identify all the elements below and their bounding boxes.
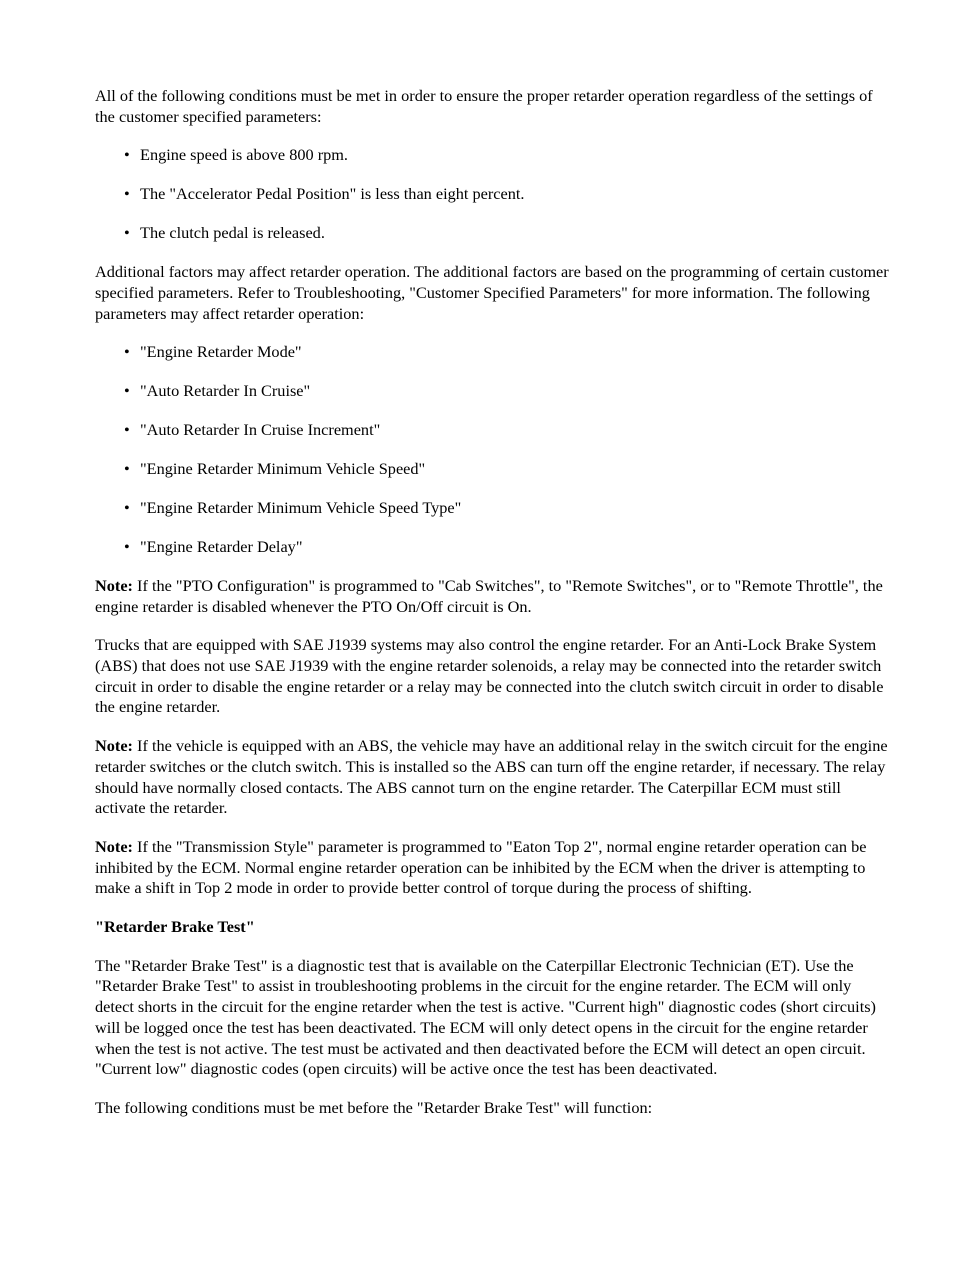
list-item-text: The "Accelerator Pedal Position" is less than eight percent. bbox=[140, 184, 525, 204]
list-item bbox=[95, 145, 889, 166]
j1939-paragraph: Trucks that are equipped with SAE J1939 systems may also control the engine retarder. For an Anti-Lock Brake System (ABS) that does not use SAE J1939 with the engine retarder solenoids, a relay may be connected into the retarder switch circuit in order to disable the engine retarder or a relay may be connected into the clutch switch circuit in order to disable the engine retarder. bbox=[95, 635, 884, 717]
bullet-icon: • bbox=[124, 420, 130, 440]
list-item-text: "Engine Retarder Mode" bbox=[140, 342, 302, 362]
note-abs-paragraph bbox=[95, 736, 889, 819]
note-label: Note: bbox=[95, 575, 133, 595]
list-item-text: "Engine Retarder Minimum Vehicle Speed Type" bbox=[140, 498, 462, 518]
list-item bbox=[95, 537, 889, 558]
bullet-icon: • bbox=[124, 342, 130, 362]
note-label: Note: bbox=[95, 736, 133, 756]
list-item bbox=[95, 184, 889, 205]
list-item-text: The clutch pedal is released. bbox=[140, 223, 325, 243]
bullet-icon: • bbox=[124, 381, 130, 401]
note-transmission-paragraph bbox=[95, 837, 889, 899]
bullet-icon: • bbox=[124, 498, 130, 518]
test-conditions-intro-paragraph: The following conditions must be met before the "Retarder Brake Test" will function: bbox=[95, 1097, 653, 1117]
parameters-list bbox=[95, 342, 889, 558]
list-item-text: "Engine Retarder Minimum Vehicle Speed" bbox=[140, 459, 426, 479]
bullet-icon: • bbox=[124, 184, 130, 204]
retarder-brake-test-heading: "Retarder Brake Test" bbox=[95, 917, 255, 937]
list-item-text: Engine speed is above 800 rpm. bbox=[140, 145, 348, 165]
operation-conditions-list bbox=[95, 145, 889, 244]
test-description-paragraph: The "Retarder Brake Test" is a diagnostic test that is available on the Caterpillar Electronic Technician (ET). Use the "Retarder Brake Test" to assist in troubleshooting problems in the circuit for the engine retarder. The ECM will only detect shorts in the circuit for the engine retarder when the test is active. "Current high" diagnostic codes (short circuits) will be logged once the test has been deactivated. The ECM will only detect opens in the circuit for the engine retarder when the test is not active. The test must be activated and then deactivated before the ECM will detect an open circuit. "Current low" diagnostic codes (open circuits) will be active once the test has been deactivated. bbox=[95, 955, 876, 1079]
bullet-icon: • bbox=[124, 223, 130, 243]
list-item bbox=[95, 381, 889, 402]
list-item bbox=[95, 342, 889, 363]
additional-factors-paragraph: Additional factors may affect retarder operation. The additional factors are based on the programming of certain customer specified parameters. Refer to Troubleshooting, "Customer Specified Parameters" for more information. The following parameters may affect retarder operation: bbox=[95, 262, 889, 323]
list-item bbox=[95, 420, 889, 441]
list-item bbox=[95, 459, 889, 480]
note-pto-paragraph bbox=[95, 576, 889, 617]
bullet-icon: • bbox=[124, 145, 130, 165]
intro-paragraph: All of the following conditions must be met in order to ensure the proper retarder operation regardless of the settings of the customer specified parameters: bbox=[95, 86, 873, 126]
list-item bbox=[95, 498, 889, 519]
note-text: If the "PTO Configuration" is programmed to "Cab Switches", to "Remote Switches", or to "Remote Throttle", the engine retarder is disabled whenever the PTO On/Off circuit is On. bbox=[95, 575, 883, 616]
list-item bbox=[95, 223, 889, 244]
note-text: If the vehicle is equipped with an ABS, the vehicle may have an additional relay in the switch circuit for the engine retarder switches or the clutch switch. This is installed so the ABS can turn off the engine retarder, if necessary. The relay should have normally closed contacts. The ABS cannot turn on the engine retarder. The Caterpillar ECM must still activate the retarder. bbox=[95, 736, 888, 818]
bullet-icon: • bbox=[124, 459, 130, 479]
list-item-text: "Auto Retarder In Cruise Increment" bbox=[140, 420, 381, 440]
list-item-text: "Engine Retarder Delay" bbox=[140, 537, 303, 557]
note-label: Note: bbox=[95, 836, 133, 856]
bullet-icon: • bbox=[124, 537, 130, 557]
note-text: If the "Transmission Style" parameter is programmed to "Eaton Top 2", normal engine retarder operation can be inhibited by the ECM. Normal engine retarder operation can be inhibited by the ECM when the driver is attempting to make a shift in Top 2 mode in order to provide better control of torque during the process of shifting. bbox=[95, 836, 867, 898]
list-item-text: "Auto Retarder In Cruise" bbox=[140, 381, 311, 401]
